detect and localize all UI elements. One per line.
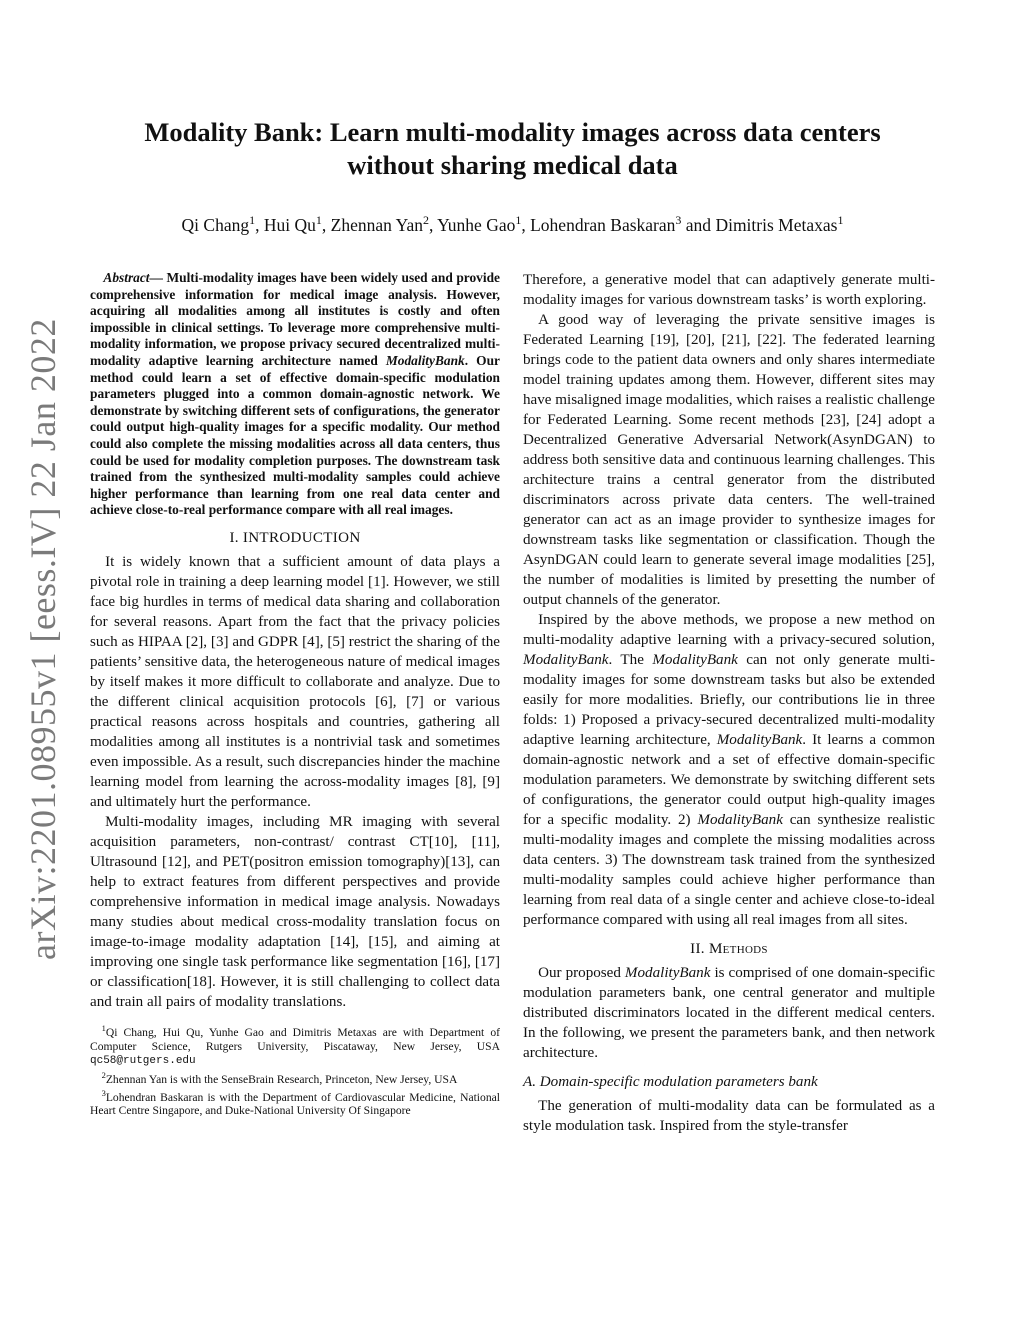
paragraph [523,963,935,1063]
footnote [90,1069,500,1087]
paragraph: The generation of multi-modality data can be formulated as a style modulation task. Inspired from the style-transfer [523,1098,935,1134]
author-name: Zhennan Yan [330,214,423,235]
author-name: Qi Chang [181,214,250,235]
footnote-text: Zhennan Yan is with the SenseBrain Research, Princeton, New Jersey, USA [105,1073,458,1087]
author-name: Dimitris Metaxas [715,214,838,235]
affiliation-mark: 1 [515,213,522,227]
footnote [90,1022,500,1069]
section-number: II. [690,941,709,957]
affiliation-mark: 3 [675,213,682,227]
footnote-mark: 1 [101,1022,106,1033]
left-column [90,270,500,1118]
method-name: ModalityBank [697,812,783,828]
arxiv-identifier: arXiv:2201.08955v1 [eess.IV] 22 Jan 2022 [23,318,63,960]
footnote-text: Qi Chang, Hui Qu, Yunhe Gao and Dimitris Metaxas are with Department of Computer Science, Rutgers University, Piscataway, New Jersey, USA [90,1025,500,1053]
title-line-2: without sharing medical data [347,150,678,180]
footnote-mark: 2 [101,1070,106,1081]
abstract-text: . Our method could learn a set of effective domain-specific modulation parameters plugged into a common domain-agnostic network. We demonstrate by switching different sets of configurations, the generator could output high-quality images for a specific modality. Our method could also complete the missing modalities across all data centers, thus could be used for modality completion purposes. The downstream task trained from the synthesized multi-modality samples could achieve higher performance than learning from one real data center and achieve close-to-real performance compare with all real images. [90,352,500,518]
title-line-1: Modality Bank: Learn multi-modality images across data centers [144,117,881,147]
author-name: Lohendran Baskaran [530,214,676,235]
paragraph-text: Our proposed [538,965,625,981]
paragraph-text: . The [608,652,653,668]
author-name: Hui Qu [263,214,316,235]
subsection-heading: A. Domain-specific modulation parameters bank [523,1074,818,1090]
paragraph: Therefore, a generative model that can adaptively generate multi-modality images for various downstream tasks’ is worth exploring. [523,272,935,308]
footnote [90,1087,500,1118]
footnote-mark: 3 [101,1087,106,1098]
method-name: ModalityBank [652,652,738,668]
paragraph: It is widely known that a sufficient amount of data plays a pivotal role in training a deep learning model [1]. However, we still face big hurdles in terms of medical data sharing and collaboration for several reasons. Apart from the fact that the privacy policies such as HIPAA [2], [3] and GDPR [4], [5] restrict the sharing of the patients’ sensitive data, the heterogeneous nature of medical images by itself makes it more difficult to collaborate and analyze. Due to the different clinical acquisition protocols [6], [7] or various practical reasons across hospitals and countries, gathering all modalities among all institutes is a nontrivial task and sometimes even impossible. As a result, such discrepancies hinder the machine learning model from learning the across-modality images [8], [9] and ultimately hurt the performance. [90,553,500,810]
affiliation-mark: 2 [423,213,429,227]
paragraph [523,610,935,930]
affiliation-mark: 1 [837,213,844,227]
abstract-dash: — [149,270,163,285]
paragraph-text: . It learns a common domain-agnostic network and a set of effective domain-specific modulation parameters. We demonstrate by switching different sets of configurations, the generator could output high-quality images for a specific modality. 2) [523,732,935,828]
abstract-method-name: ModalityBank [385,352,465,368]
section-heading-introduction: I. INTRODUCTION [229,529,361,546]
method-name: ModalityBank [624,965,711,981]
method-name: ModalityBank [716,732,803,748]
method-name: ModalityBank [523,652,609,668]
paragraph: Multi-modality images, including MR imaging with several acquisition parameters, non-contrast/ contrast CT[10], [11], Ultrasound [12], and PET(positron emission tomography)[13], can help to extract features from different perspectives and provide comprehensive information in medical image analysis. Nowadays many studies about medical cross-modality translation focus on image-to-image modality adaptation [14], [15], and aiming at improving one single task performance like segmentation [16], [17] or classification[18]. However, it is still challenging to collect data and train all pairs of modality translations. [90,813,500,1010]
paragraph-text: is comprised of one domain-specific modulation parameters bank, one central generator and multiple distributed discriminators located in the different medical centers. In the following, we present the parameters bank, and then network architecture. [523,965,935,1061]
author-name: Yunhe Gao [437,214,516,235]
footnote-text: Lohendran Baskaran is with the Department of Cardiovascular Medicine, National Heart Centre Singapore, and Duke-National University Of Singapore [90,1090,500,1118]
abstract-text: Multi-modality images have been widely used and provide comprehensive information for medical image analysis. However, acquiring all modalities among all institutes is costly and often impossible in clinical settings. To leverage more comprehensive multi-modality information, we propose privacy secured decentralized multi-modality adaptive learning architecture named [90,270,500,368]
author-list: Qi Chang$^1$, Hui Qu$^1$, Zhennan Yan$^2$, Yunhe Gao$^1$, Lohendran Baskaran$^3$ and Dimitris Metaxas$^1$ [181,213,844,235]
author-email-link[interactable]: qc58@rutgers.edu [90,1055,196,1068]
paragraph-text: can synthesize realistic multi-modality images and complete the missing modalities across data centers. 3) The downstream task trained from the synthesized multi-modality samples could achieve higher performance than learning from real data of a single center and achieve close-to-ideal performance compared with using all real images from all sites. [523,812,935,928]
paragraph-text: Inspired by the above methods, we propose a new method on multi-modality adaptive learning with a privacy-secured solution, [523,612,935,648]
section-title: Methods [708,941,768,957]
affiliation-mark: 1 [249,213,256,227]
paragraph: A good way of leveraging the private sensitive images is Federated Learning [19], [20], [21], [22]. The federated learning brings code to the patient data owners and only shares intermediate model training updates among them. However, different sites may have misaligned image modalities, which raises a realistic challenge for Federated Learning. Some recent methods [23], [24] adopt a Decentralized Generative Adversarial Network(AsynDGAN) to address both sensitive data and continuous learning challenges. This architecture trains a central generator from the distributed discriminators across private data centers. The well-trained generator can act as an image provider to synthesize images for downstream tasks like segmentation or classification. Though the AsynDGAN could learn to generate several image modalities [25], the number of modalities is limited by presetting the number of output channels of the generator. [523,312,935,608]
paragraph-text: can not only generate multi-modality images for some downstream tasks but also be extended easily for more modalities. Briefly, our contributions lie in three folds: 1) Proposed a privacy-secured decentralized multi-modality adaptive learning architecture, [523,652,935,748]
affiliation-mark: 1 [315,213,322,227]
abstract-label: Abstract [103,270,150,285]
paper-title [90,116,935,182]
author-conjunction: and [685,214,712,235]
section-heading-methods [523,939,935,959]
right-column [523,270,935,1136]
footnotes [90,1022,500,1118]
abstract [90,270,500,519]
